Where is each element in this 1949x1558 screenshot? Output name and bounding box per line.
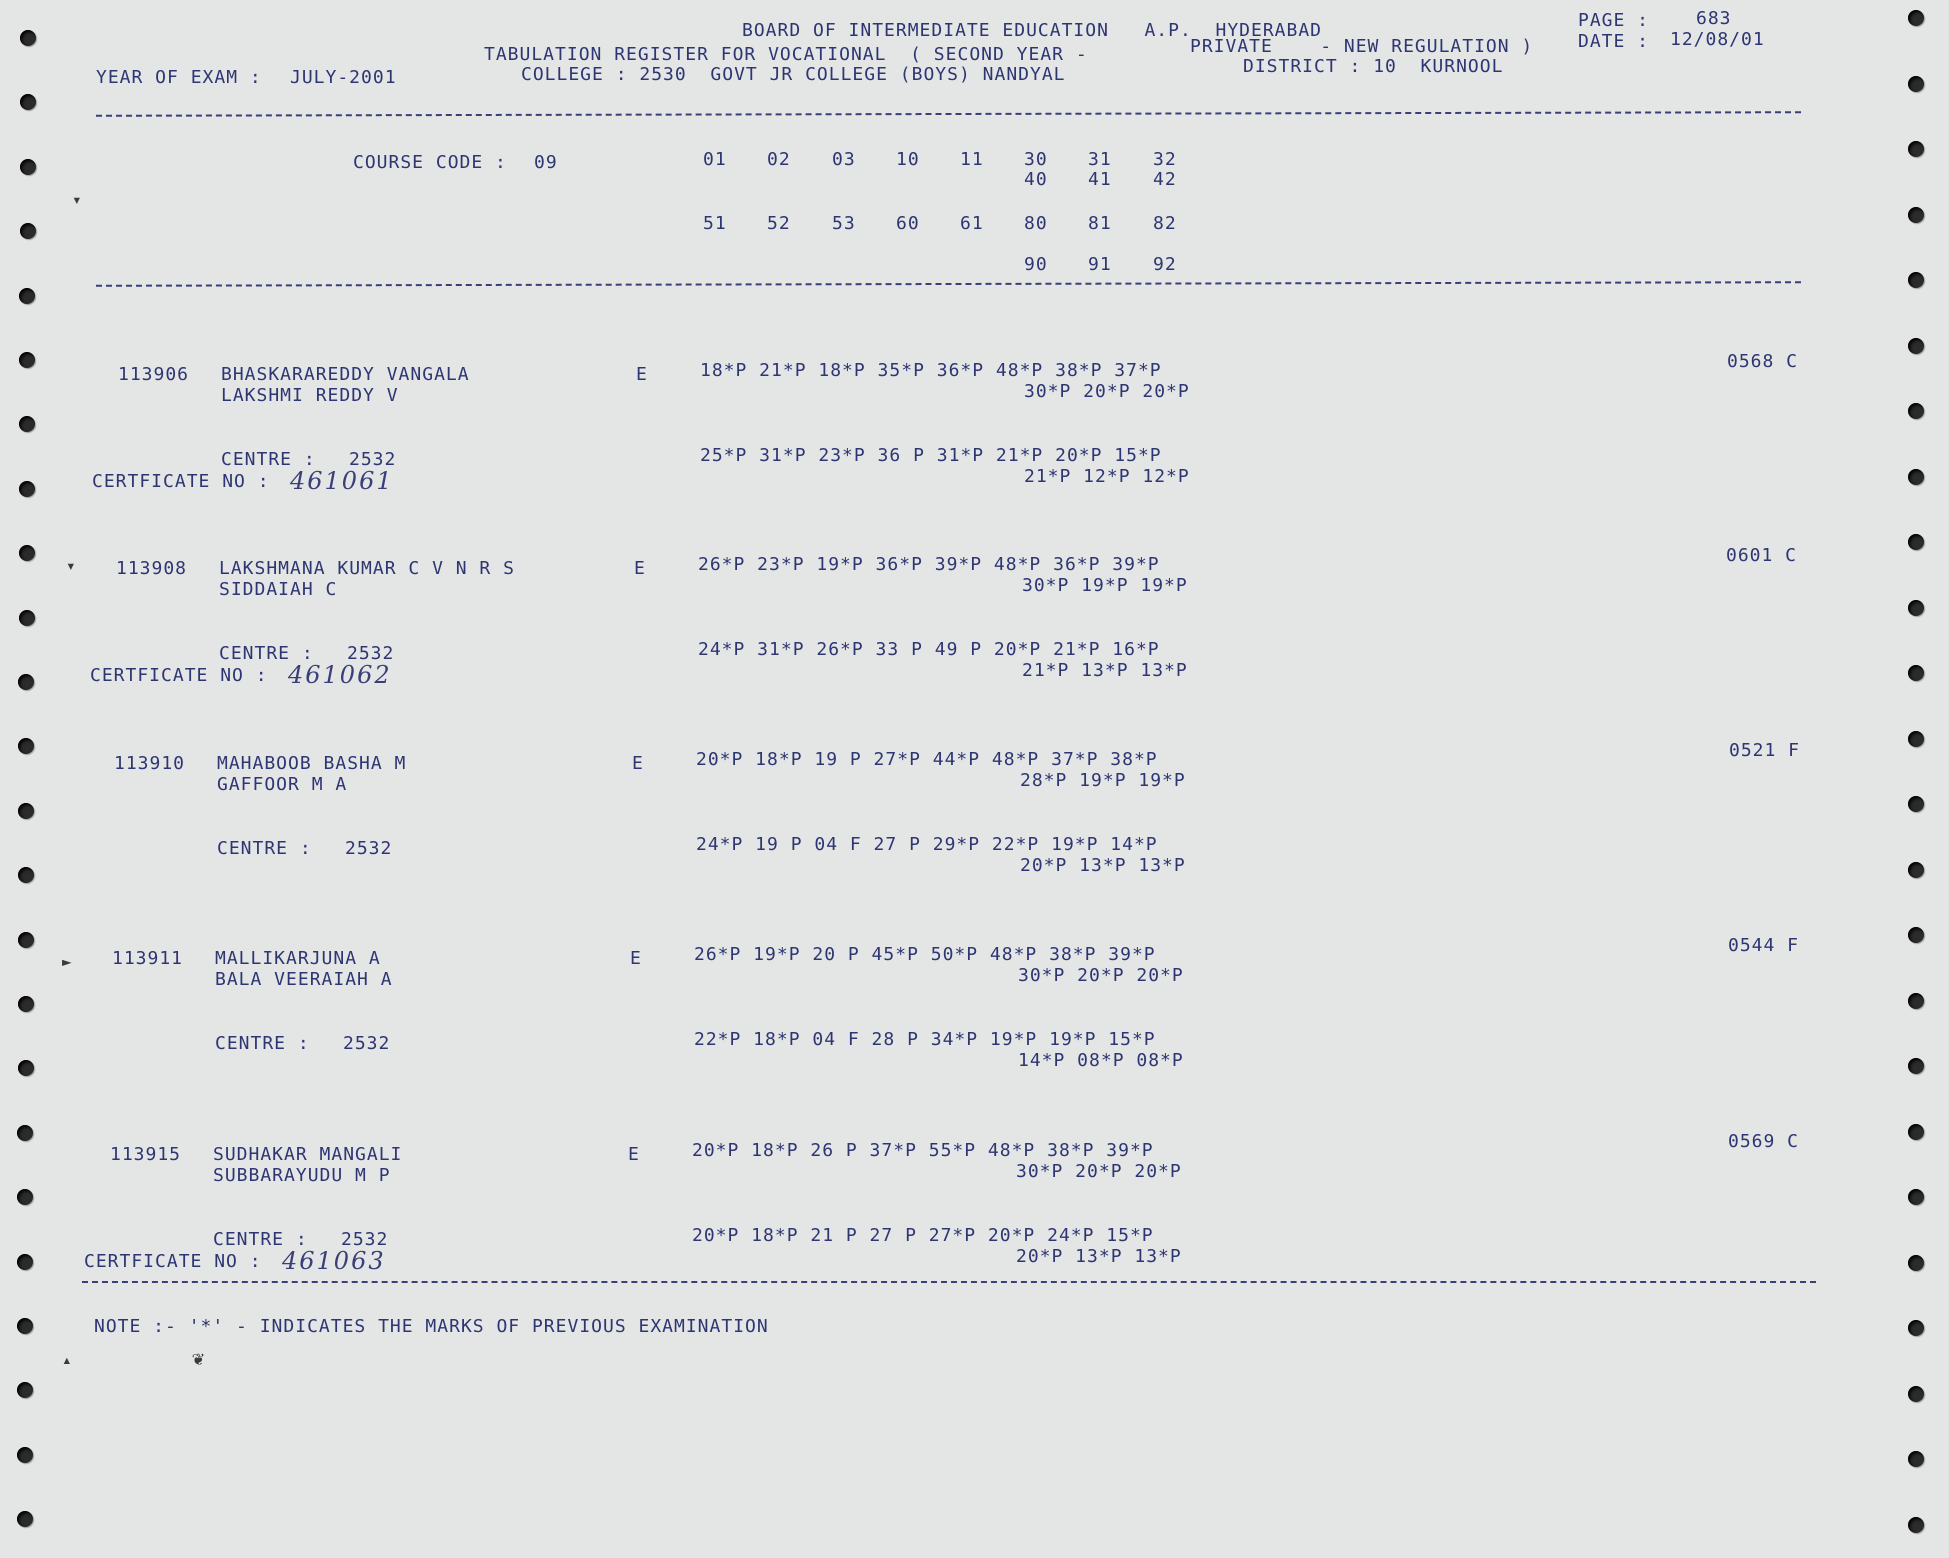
marks-row-4: 14*P 08*P 08*P <box>1018 1050 1184 1071</box>
medium-code: E <box>632 753 644 774</box>
centre-label: CENTRE : <box>213 1229 308 1250</box>
subject-code: 03 <box>832 149 856 170</box>
note-text: NOTE :- '*' - INDICATES THE MARKS OF PREVIOUS EXAMINATION <box>94 1316 769 1337</box>
tractor-hole <box>19 288 35 304</box>
header-separator <box>96 111 1801 117</box>
tractor-hole <box>18 996 34 1012</box>
tractor-hole <box>1908 1386 1924 1402</box>
father-name: SUBBARAYUDU M P <box>213 1165 391 1186</box>
tractor-hole <box>1908 469 1924 485</box>
medium-code: E <box>630 948 642 969</box>
subject-code: 81 <box>1088 213 1112 234</box>
tractor-hole <box>17 1447 33 1463</box>
subject-code: 01 <box>703 149 727 170</box>
total-result: 0601 C <box>1726 545 1798 566</box>
tractor-hole <box>1908 534 1924 550</box>
marks-row-2: 30*P 20*P 20*P <box>1016 1161 1182 1182</box>
pencil-mark: ▾ <box>66 556 76 575</box>
course-code-label: COURSE CODE : <box>353 152 507 173</box>
certificate-number: 461061 <box>290 467 394 495</box>
marks-row-3: 20*P 18*P 21 P 27 P 27*P 20*P 24*P 15*P <box>692 1225 1154 1246</box>
subject-code: 82 <box>1153 213 1177 234</box>
year-value: JULY-2001 <box>290 67 397 88</box>
tractor-hole <box>19 481 35 497</box>
marks-row-3: 22*P 18*P 04 F 28 P 34*P 19*P 19*P 15*P <box>694 1029 1156 1050</box>
student-name: BHASKARAREDDY VANGALA <box>221 364 470 385</box>
right-tractor-holes <box>1902 0 1932 1558</box>
year-label: YEAR OF EXAM : <box>96 67 262 88</box>
tractor-hole <box>19 545 35 561</box>
tractor-hole <box>1908 10 1924 26</box>
centre-label: CENTRE : <box>215 1033 310 1054</box>
student-name: MALLIKARJUNA A <box>215 948 381 969</box>
student-name: LAKSHMANA KUMAR C V N R S <box>219 558 515 579</box>
tractor-hole <box>1908 1058 1924 1074</box>
certificate-label: CERTFICATE NO : <box>84 1251 262 1272</box>
tractor-hole <box>1908 1255 1924 1271</box>
subject-code: 53 <box>832 213 856 234</box>
tractor-hole <box>20 94 36 110</box>
college-line: COLLEGE : 2530 GOVT JR COLLEGE (BOYS) NANDYAL <box>521 64 1066 85</box>
tractor-hole <box>18 738 34 754</box>
marks-row-1: 20*P 18*P 19 P 27*P 44*P 48*P 37*P 38*P <box>696 749 1158 770</box>
marks-row-3: 24*P 31*P 26*P 33 P 49 P 20*P 21*P 16*P <box>698 639 1160 660</box>
tractor-hole <box>1908 1451 1924 1467</box>
marks-row-1: 26*P 19*P 20 P 45*P 50*P 48*P 38*P 39*P <box>694 944 1156 965</box>
subject-code: 91 <box>1088 254 1112 275</box>
page-number: 683 <box>1696 8 1732 29</box>
footer-separator <box>82 1281 1816 1283</box>
subject-code: 40 <box>1024 169 1048 190</box>
board-title: BOARD OF INTERMEDIATE EDUCATION A.P. HYDERABAD <box>742 20 1323 41</box>
tractor-hole <box>1908 1320 1924 1336</box>
date-value: 12/08/01 <box>1670 29 1765 50</box>
date-label: DATE : <box>1578 31 1650 52</box>
roll-number: 113908 <box>116 558 188 579</box>
father-name: LAKSHMI REDDY V <box>221 385 399 406</box>
certificate-number: 461063 <box>282 1247 386 1275</box>
district-line: DISTRICT : 10 KURNOOL <box>1243 56 1504 77</box>
centre-label: CENTRE : <box>217 838 312 859</box>
tractor-hole <box>18 674 34 690</box>
tractor-hole <box>1908 1189 1924 1205</box>
subject-code: 42 <box>1153 169 1177 190</box>
centre-number: 2532 <box>341 1229 389 1250</box>
marks-row-2: 28*P 19*P 19*P <box>1020 770 1186 791</box>
certificate-label: CERTFICATE NO : <box>90 665 268 686</box>
tractor-hole <box>17 1382 33 1398</box>
total-result: 0568 C <box>1727 351 1799 372</box>
roll-number: 113911 <box>112 948 184 969</box>
pencil-mark: ▾ <box>72 190 82 209</box>
tractor-hole <box>1908 1517 1924 1533</box>
marks-row-3: 24*P 19 P 04 F 27 P 29*P 22*P 19*P 14*P <box>696 834 1158 855</box>
course-separator <box>96 281 1801 287</box>
marks-row-1: 20*P 18*P 26 P 37*P 55*P 48*P 38*P 39*P <box>692 1140 1154 1161</box>
medium-code: E <box>634 558 646 579</box>
father-name: BALA VEERAIAH A <box>215 969 393 990</box>
roll-number: 113910 <box>114 753 186 774</box>
student-name: MAHABOOB BASHA M <box>217 753 407 774</box>
roll-number: 113915 <box>110 1144 182 1165</box>
subject-code: 92 <box>1153 254 1177 275</box>
father-name: GAFFOOR M A <box>217 774 348 795</box>
father-name: SIDDAIAH C <box>219 579 338 600</box>
tractor-hole <box>1908 993 1924 1009</box>
subject-code: 61 <box>960 213 984 234</box>
page-label: PAGE : <box>1578 10 1650 31</box>
tractor-hole <box>1908 76 1924 92</box>
total-result: 0521 F <box>1729 740 1801 761</box>
tractor-hole <box>17 1318 33 1334</box>
subject-code: 60 <box>896 213 920 234</box>
total-result: 0544 F <box>1728 935 1800 956</box>
tractor-hole <box>18 803 34 819</box>
roll-number: 113906 <box>118 364 190 385</box>
marks-row-3: 25*P 31*P 23*P 36 P 31*P 21*P 20*P 15*P <box>700 445 1162 466</box>
tractor-hole <box>1908 600 1924 616</box>
tractor-hole <box>1908 927 1924 943</box>
tractor-hole <box>1908 403 1924 419</box>
tractor-hole <box>1908 796 1924 812</box>
tractor-hole <box>19 352 35 368</box>
left-tractor-holes <box>14 0 44 1558</box>
tractor-hole <box>1908 731 1924 747</box>
tractor-hole <box>1908 272 1924 288</box>
centre-number: 2532 <box>349 449 397 470</box>
tractor-hole <box>17 1125 33 1141</box>
marks-row-4: 20*P 13*P 13*P <box>1016 1246 1182 1267</box>
tractor-hole <box>19 610 35 626</box>
marks-row-1: 18*P 21*P 18*P 35*P 36*P 48*P 38*P 37*P <box>700 360 1162 381</box>
tractor-hole <box>20 159 36 175</box>
subject-code: 30 <box>1024 149 1048 170</box>
tractor-hole <box>18 1060 34 1076</box>
centre-label: CENTRE : <box>221 449 316 470</box>
medium-code: E <box>636 364 648 385</box>
marks-row-2: 30*P 20*P 20*P <box>1018 965 1184 986</box>
subject-code: 31 <box>1088 149 1112 170</box>
marks-row-4: 20*P 13*P 13*P <box>1020 855 1186 876</box>
pencil-mark: ▴ <box>62 1350 72 1369</box>
student-name: SUDHAKAR MANGALI <box>213 1144 403 1165</box>
pencil-mark: ► <box>62 952 72 971</box>
ink-mark: ❦ <box>192 1346 205 1370</box>
medium-code: E <box>628 1144 640 1165</box>
subject-code: 02 <box>767 149 791 170</box>
subject-code: 80 <box>1024 213 1048 234</box>
marks-row-2: 30*P 19*P 19*P <box>1022 575 1188 596</box>
subject-code: 90 <box>1024 254 1048 275</box>
centre-number: 2532 <box>345 838 393 859</box>
tractor-hole <box>19 416 35 432</box>
tractor-hole <box>17 1254 33 1270</box>
centre-number: 2532 <box>343 1033 391 1054</box>
tractor-hole <box>1908 207 1924 223</box>
tractor-hole <box>18 867 34 883</box>
tractor-hole <box>17 1189 33 1205</box>
marks-row-1: 26*P 23*P 19*P 36*P 39*P 48*P 36*P 39*P <box>698 554 1160 575</box>
subject-code: 52 <box>767 213 791 234</box>
tractor-hole <box>1908 862 1924 878</box>
subject-code: 32 <box>1153 149 1177 170</box>
certificate-number: 461062 <box>288 661 392 689</box>
subject-code: 51 <box>703 213 727 234</box>
tractor-hole <box>20 223 36 239</box>
course-code-value: 09 <box>534 152 558 173</box>
marks-row-2: 30*P 20*P 20*P <box>1024 381 1190 402</box>
tractor-hole <box>17 1511 33 1527</box>
marks-row-4: 21*P 13*P 13*P <box>1022 660 1188 681</box>
register-title: TABULATION REGISTER FOR VOCATIONAL ( SECOND YEAR - <box>484 44 1088 65</box>
total-result: 0569 C <box>1728 1131 1800 1152</box>
tractor-hole <box>1908 665 1924 681</box>
tractor-hole <box>20 30 36 46</box>
regulation-text: PRIVATE - NEW REGULATION ) <box>1190 36 1534 57</box>
subject-code: 10 <box>896 149 920 170</box>
tractor-hole <box>1908 141 1924 157</box>
marks-row-4: 21*P 12*P 12*P <box>1024 466 1190 487</box>
tractor-hole <box>1908 1124 1924 1140</box>
tractor-hole <box>1908 338 1924 354</box>
certificate-label: CERTFICATE NO : <box>92 471 270 492</box>
subject-code: 11 <box>960 149 984 170</box>
centre-number: 2532 <box>347 643 395 664</box>
subject-code: 41 <box>1088 169 1112 190</box>
tractor-hole <box>18 932 34 948</box>
centre-label: CENTRE : <box>219 643 314 664</box>
